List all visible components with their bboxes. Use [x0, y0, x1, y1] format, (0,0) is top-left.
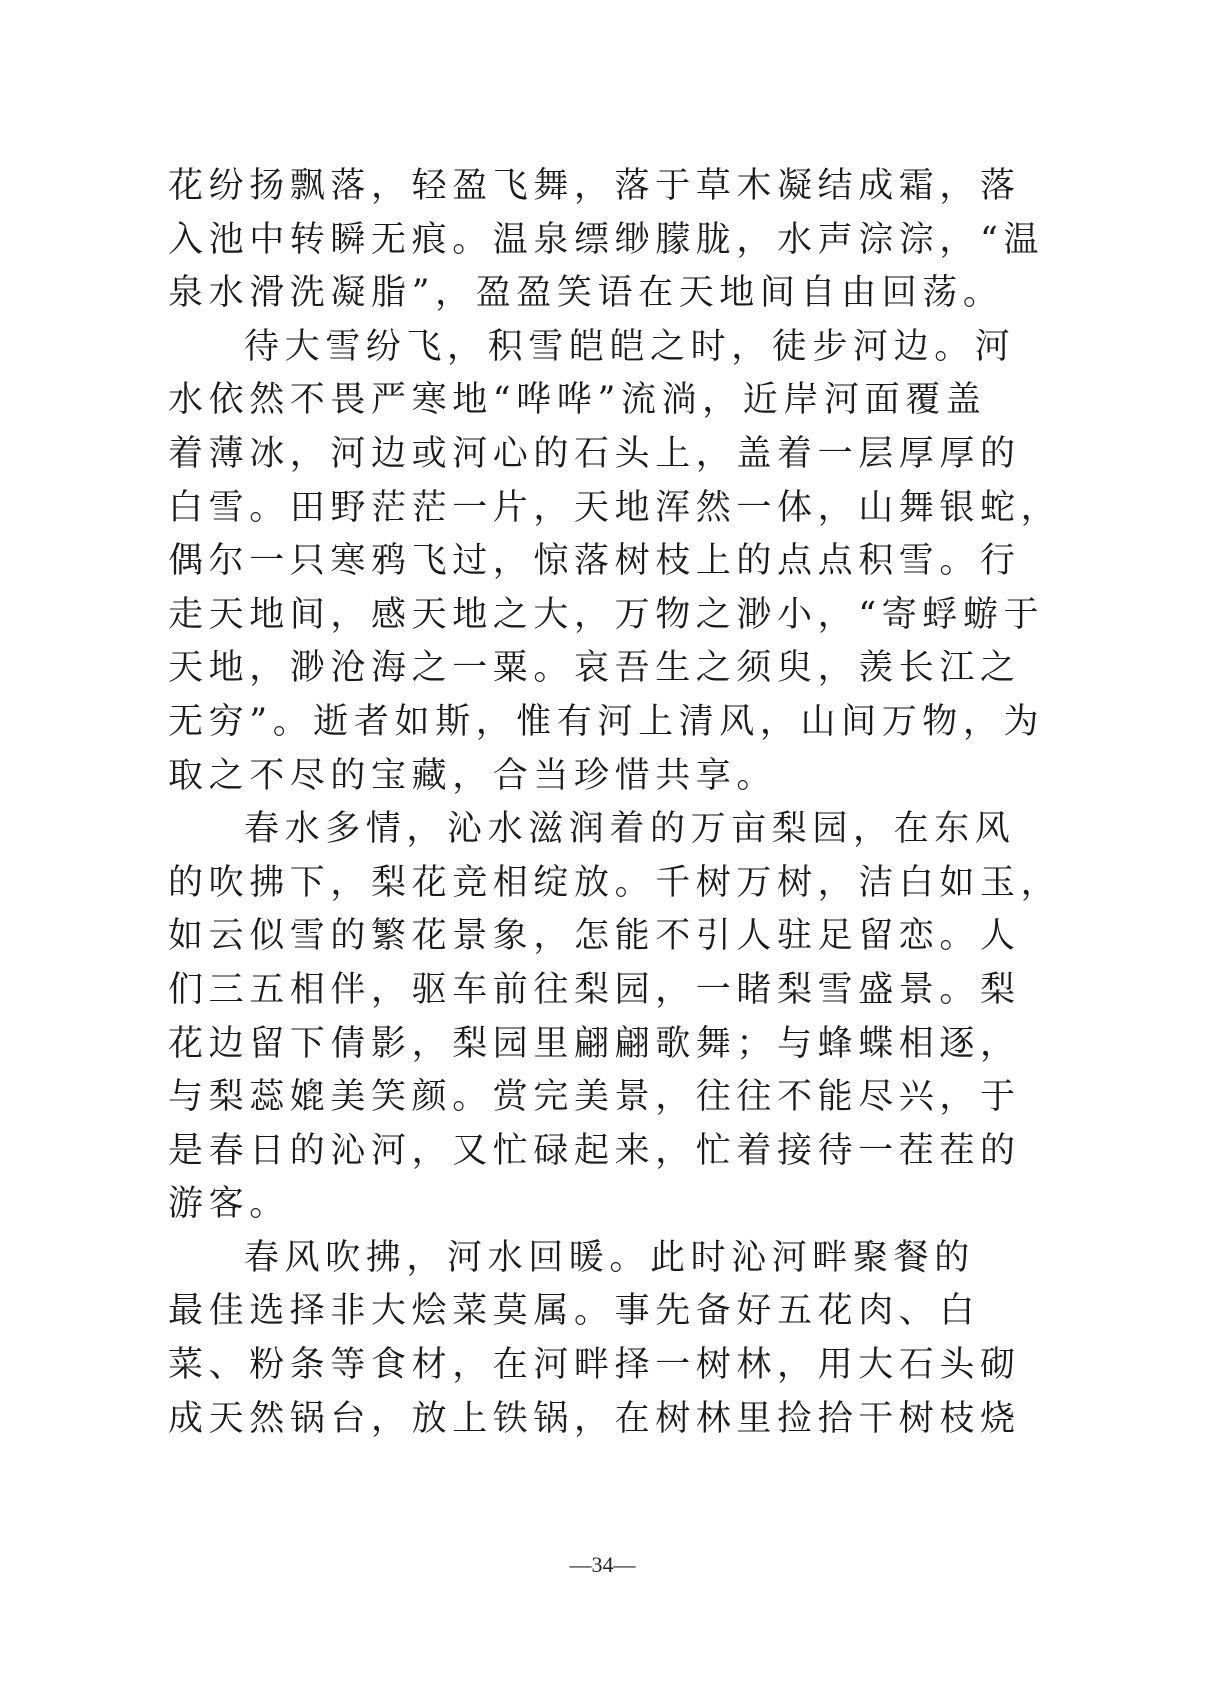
paragraph-first-line: 待大雪纷飞，积雪皑皑之时，徒步河边。河 [244, 326, 1016, 367]
text-line: 着薄冰，河边或河心的石头上，盖着一层厚厚的 [168, 433, 1021, 474]
text-line: 是春日的沁河，又忙碌起来，忙着接待一茬茬的 [168, 1130, 1021, 1171]
text-line: 走天地间，感天地之大，万物之渺小，“寄蜉蝣于 [168, 594, 1045, 635]
body-text [168, 160, 1062, 1446]
text-line: 成天然锅台，放上铁锅，在树林里捡拾干树枝烧 [168, 1398, 1021, 1439]
text-line: 与梨蕊媲美笑颜。赏完美景，往往不能尽兴，于 [168, 1077, 1021, 1118]
text-line: 白雪。田野茫茫一片，天地浑然一体，山舞银蛇， [168, 487, 1062, 528]
text-line: 游客。 [168, 1184, 290, 1225]
page-number: —34— [569, 1552, 636, 1577]
text-line: 泉水滑洗凝脂”，盈盈笑语在天地间自由回荡。 [168, 273, 1004, 314]
text-line: 天地，渺沧海之一粟。哀吾生之须臾，羡长江之 [168, 648, 1021, 689]
paragraph-first-line: 春风吹拂，河水回暖。此时沁河畔聚餐的 [244, 1237, 975, 1278]
paragraph-first-line: 春水多情，沁水滋润着的万亩梨园，在东风 [244, 809, 1016, 850]
text-line: 入池中转瞬无痕。温泉缥缈朦胧，水声淙淙，“温 [168, 219, 1045, 260]
text-line: 花边留下倩影，梨园里翩翩歌舞；与蜂蝶相逐， [168, 1023, 1021, 1064]
text-line: 菜、粉条等食材，在河畔择一树林，用大石头砌 [168, 1345, 1021, 1386]
text-line: 无穷”。逝者如斯，惟有河上清风，山间万物，为 [168, 701, 1045, 742]
text-line: 偶尔一只寒鸦飞过，惊落树枝上的点点积雪。行 [168, 541, 1021, 582]
text-line: 水依然不畏严寒地“哗哗”流淌，近岸河面覆盖 [168, 380, 987, 421]
text-line: 们三五相伴，驱车前往梨园，一睹梨雪盛景。梨 [168, 969, 1021, 1010]
text-line: 花纷扬飘落，轻盈飞舞，落于草木凝结成霜，落 [168, 166, 1021, 206]
text-line: 的吹拂下，梨花竞相绽放。千树万树，洁白如玉， [168, 862, 1062, 903]
text-line: 最佳选择非大烩菜莫属。事先备好五花肉、白 [168, 1291, 981, 1332]
text-line: 取之不尽的宝藏，合当珍惜共享。 [168, 755, 778, 796]
text-line: 如云似雪的繁花景象，怎能不引人驻足留恋。人 [168, 916, 1021, 957]
